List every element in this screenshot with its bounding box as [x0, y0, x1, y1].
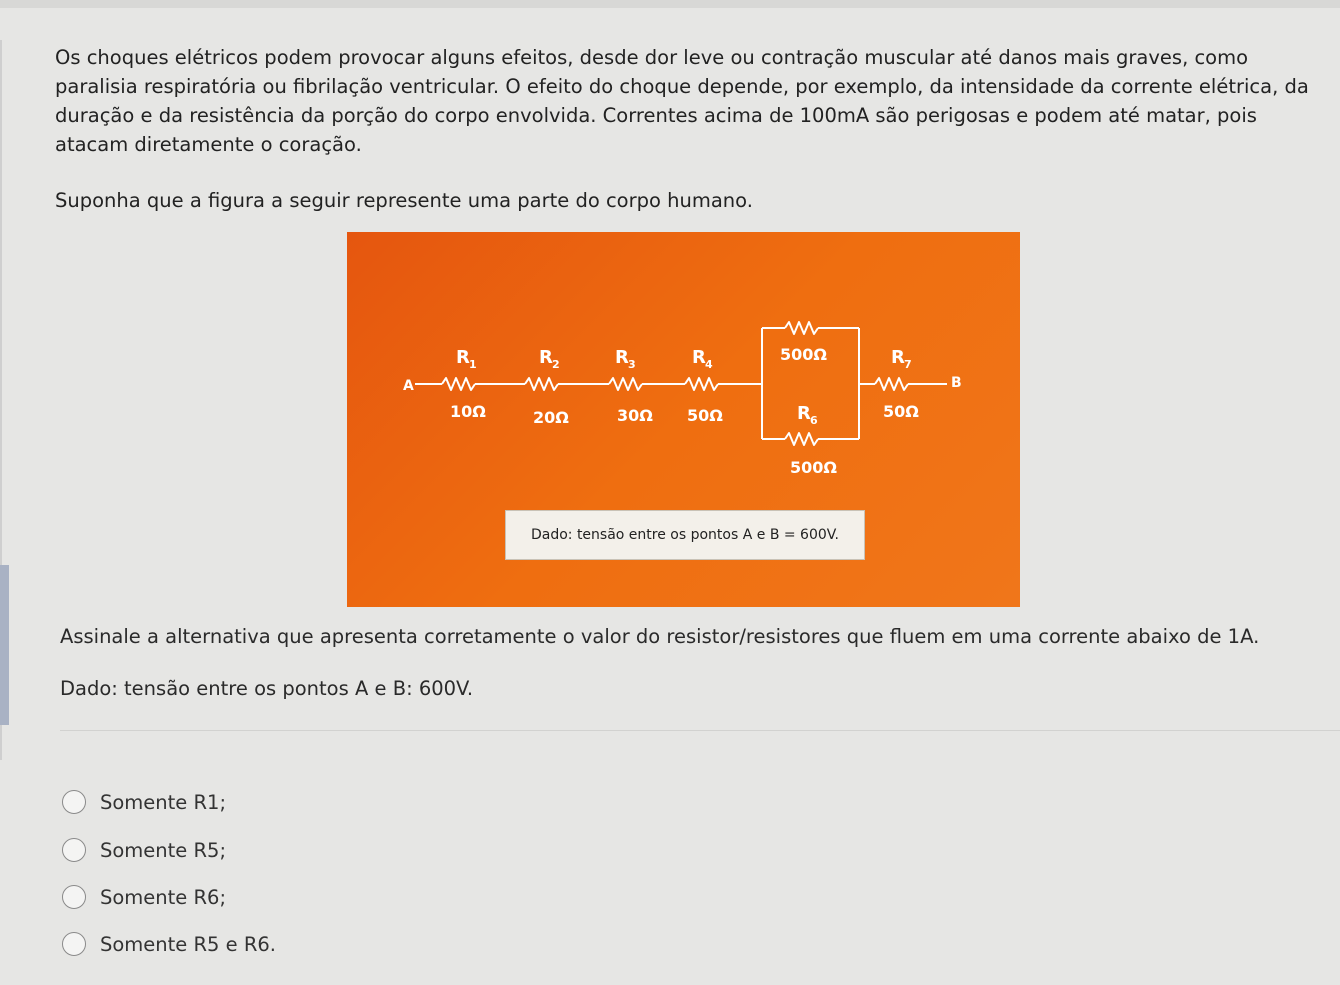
option-label: Somente R5;: [100, 838, 227, 862]
question-given: Dado: tensão entre os pontos A e B: 600V.: [60, 677, 474, 700]
resistor-r5: [785, 322, 818, 334]
r4-name: R: [692, 347, 706, 368]
r6-name: R: [797, 403, 811, 424]
figure-note: Dado: tensão entre os pontos A e B = 600V.: [505, 510, 865, 560]
option-1[interactable]: [62, 787, 226, 817]
divider: [60, 730, 1340, 731]
resistor-r3: [609, 378, 642, 390]
r1-value: 10Ω: [450, 402, 486, 421]
r2-name: R: [539, 347, 553, 368]
r1-name: R: [456, 347, 470, 368]
r1-sub: 1: [469, 358, 477, 371]
r7-value: 50Ω: [883, 402, 919, 421]
r3-sub: 3: [628, 358, 636, 371]
r2-sub: 2: [552, 358, 560, 371]
node-b-label: B: [951, 375, 962, 391]
resistor-r1: [442, 378, 475, 390]
resistor-r6: [785, 433, 818, 445]
question-intro: Os choques elétricos podem provocar alguns efeitos, desde dor leve ou contração muscular até danos mais graves, como paralisia respiratória ou fibrilação ventricular. O efeito do choque depende, por exemplo, da intensidade da corrente elétrica, da duração e da resistência da porção do corpo envolvida. Correntes acima de 100mA são perigosas e podem até matar, pois atacam diretamente o coração.: [55, 46, 1309, 156]
r6-sub: 6: [810, 414, 818, 427]
option-label: Somente R6;: [100, 885, 227, 909]
r4-value: 50Ω: [687, 406, 723, 425]
circuit-figure: [347, 232, 1020, 607]
radio-button[interactable]: [62, 932, 86, 956]
r6-value: 500Ω: [790, 458, 837, 477]
option-label: Somente R1;: [100, 790, 227, 814]
option-4[interactable]: [62, 929, 276, 959]
radio-button[interactable]: [62, 838, 86, 862]
r7-sub: 7: [904, 358, 912, 371]
node-a-label: A: [403, 378, 414, 394]
r3-name: R: [615, 347, 629, 368]
resistor-r4: [685, 378, 718, 390]
option-label: Somente R5 e R6.: [100, 932, 277, 956]
question-prompt: Assinale a alternativa que apresenta corretamente o valor do resistor/resistores que fluem em uma corrente abaixo de 1A.: [60, 625, 1260, 648]
r4-sub: 4: [705, 358, 713, 371]
radio-button[interactable]: [62, 885, 86, 909]
resistor-r2: [525, 378, 558, 390]
top-border: [0, 0, 1340, 8]
r7-name: R: [891, 347, 905, 368]
question-suppose: Suponha que a figura a seguir represente uma parte do corpo humano.: [55, 189, 753, 212]
radio-button[interactable]: [62, 790, 86, 814]
r5-value: 500Ω: [780, 345, 827, 364]
r2-value: 20Ω: [533, 408, 569, 427]
option-3[interactable]: [62, 882, 226, 912]
option-2[interactable]: [62, 835, 226, 865]
left-scroll-indicator: [0, 565, 9, 725]
resistor-r7: [875, 378, 908, 390]
r3-value: 30Ω: [617, 406, 653, 425]
